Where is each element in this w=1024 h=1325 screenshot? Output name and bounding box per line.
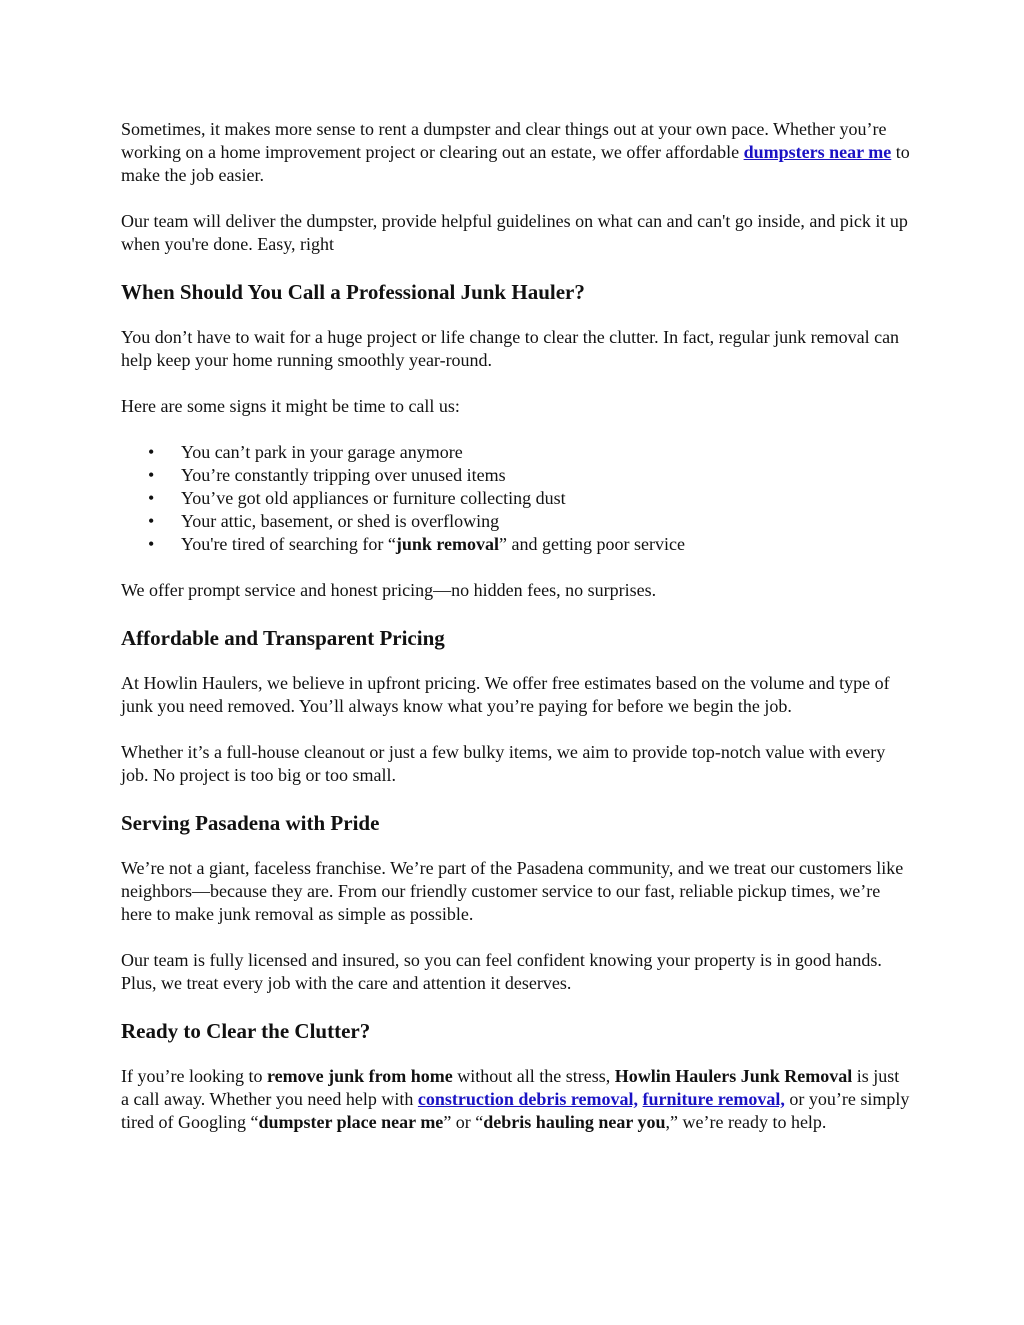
bold-text: remove junk from home [266, 1066, 453, 1086]
link-furniture-removal[interactable]: furniture removal, [642, 1089, 785, 1109]
intro-paragraph-delivery: Our team will deliver the dumpster, provide helpful guidelines on what can and can't go inside, and pick it up when you're done. Easy, right [121, 211, 908, 254]
text-span: to make the job easier. [121, 142, 910, 185]
text-span: You're tired of searching for “ [181, 534, 396, 554]
text-span: without all the stress, [452, 1066, 615, 1086]
heading-when-to-call: When Should You Call a Professional Junk Hauler? [121, 280, 585, 304]
text-span: ,” we’re ready to help. [665, 1112, 827, 1132]
text-span: or you’re simply tired of Googling “ [121, 1089, 910, 1132]
link-construction-debris-removal[interactable]: construction debris removal, [417, 1089, 639, 1109]
bold-text: dumpster place near me [258, 1112, 444, 1132]
signs-list [121, 441, 911, 556]
text-span: ” and getting poor service [499, 534, 685, 554]
paragraph-community: We’re not a giant, faceless franchise. We’re part of the Pasadena community, and we treat our customers like neighbors—because they are. From our friendly customer service to our fast, reliable pickup times, we’re here to make junk removal as simple as possible. [121, 858, 904, 924]
intro-paragraph-dumpster [121, 118, 911, 187]
list-item: • Your attic, basement, or shed is overflowing [181, 510, 911, 533]
paragraph-signs-intro: Here are some signs it might be time to call us: [121, 396, 460, 416]
list-item: • You can’t park in your garage anymore [181, 441, 911, 464]
text-span: ” or “ [443, 1112, 484, 1132]
heading-ready: Ready to Clear the Clutter? [121, 1019, 371, 1043]
paragraph-call-to-action [121, 1065, 911, 1134]
heading-pricing: Affordable and Transparent Pricing [121, 626, 445, 650]
bold-text: debris hauling near you [483, 1112, 666, 1132]
paragraph-licensed: Our team is fully licensed and insured, so you can feel confident knowing your property is in good hands. Plus, we treat every job with the care and attention it deserves. [121, 950, 882, 993]
heading-pasadena: Serving Pasadena with Pride [121, 811, 380, 835]
document-page [121, 118, 911, 1157]
paragraph-value: Whether it’s a full-house cleanout or just a few bulky items, we aim to provide top-notch value with every job. No project is too big or too small. [121, 742, 886, 785]
text-span: Sometimes, it makes more sense to rent a dumpster and clear things out at your own pace. Whether you’re working on a home improvement project or clearing out an estate, we offer affordable [121, 119, 887, 162]
list-item: • You’ve got old appliances or furniture collecting dust [181, 487, 911, 510]
list-item: • You’re constantly tripping over unused items [181, 464, 911, 487]
paragraph-upfront-pricing: At Howlin Haulers, we believe in upfront pricing. We offer free estimates based on the volume and type of junk you need removed. You’ll always know what you’re paying for before we begin the job. [121, 673, 890, 716]
bold-text: Howlin Haulers Junk Removal [614, 1066, 853, 1086]
paragraph-prompt-service: We offer prompt service and honest pricing—no hidden fees, no surprises. [121, 580, 657, 600]
text-span: If you’re looking to [121, 1066, 267, 1086]
text-span: is just a call away. Whether you need help with [121, 1066, 900, 1109]
link-dumpsters-near-me[interactable]: dumpsters near me [743, 142, 892, 162]
bold-text: junk removal [395, 534, 500, 554]
list-item [181, 533, 911, 556]
paragraph-regular-removal: You don’t have to wait for a huge project or life change to clear the clutter. In fact, regular junk removal can help keep your home running smoothly year-round. [121, 327, 900, 370]
